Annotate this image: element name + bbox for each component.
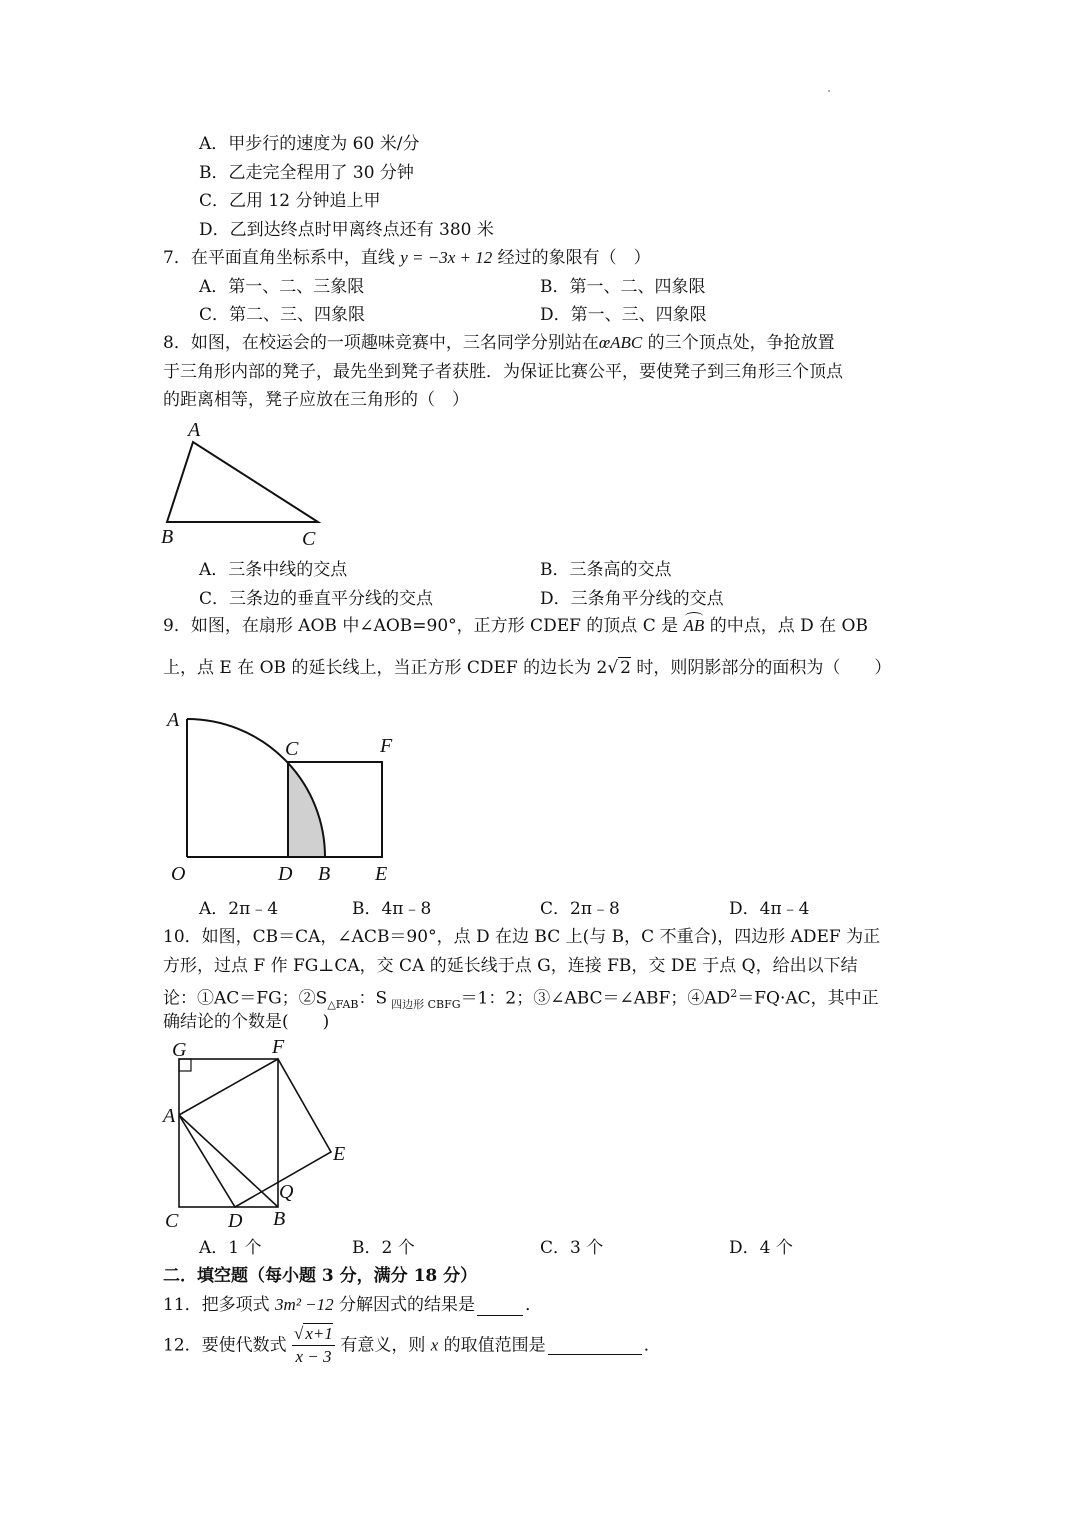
q10-stem-line2: 方形，过点 F 作 FG⊥CA，交 CA 的延长线于点 G，连接 FB，交 DE 于点 Q，给出以下结 [163, 956, 858, 976]
q12-pre: 12．要使代数式 [163, 1335, 293, 1356]
q10-sub-cbfg: 四边形 CBFG [391, 998, 461, 1012]
q8-stem-line3: 的距离相等，凳子应放在三角形的（ ） [163, 390, 469, 410]
q12-numerator [292, 1323, 335, 1346]
q8-option-c: C．三条边的垂直平分线的交点 [199, 589, 434, 609]
q8-line1-post: 的三个顶点处，争抢放置 [642, 333, 835, 353]
q8-label-c: C [302, 528, 316, 550]
radical-sign: √ [294, 1324, 304, 1343]
q12-post: 的取值范围是 [438, 1335, 546, 1356]
q10-option-a: A．1 个 [199, 1238, 262, 1258]
q12-end: ． [643, 1335, 661, 1356]
q9-line1-pre: 9．如图，在扇形 AOB 中∠AOB=90°，正方形 CDEF 的顶点 C 是 [163, 616, 684, 636]
q10-label-g: G [172, 1039, 187, 1061]
q11-stem [163, 1294, 542, 1316]
q7-option-c: C．第二、三、四象限 [199, 305, 366, 325]
section-2-title: 二．填空题（每小题 3 分，满分 18 分） [163, 1266, 478, 1286]
q8-option-b: B．三条高的交点 [540, 560, 672, 580]
q9-line2-pre: 上，点 E 在 OB 的延长线上，当正方形 CDEF 的边长为 2 [163, 658, 608, 678]
q10-line3-c: ＝1：2；③∠ABC＝∠ABF；④AD [460, 988, 731, 1009]
q8-label-a: A [188, 419, 201, 441]
q10-sup-2: 2 [730, 987, 738, 1000]
q10-line3-b: ：S [358, 988, 388, 1009]
q9-option-d: D．4π﹣4 [729, 899, 810, 919]
q7-stem-pre: 7．在平面直角坐标系中，直线 [163, 248, 401, 268]
q9-label-b: B [318, 863, 331, 885]
q8-triangle-symbol: œABC [598, 333, 643, 352]
q10-line3-a: 论：①AC＝FG；②S [163, 988, 328, 1009]
q7-option-a: A．第一、二、三象限 [199, 277, 365, 297]
q10-line3-d: ＝FQ·AC，其中正 [737, 988, 879, 1009]
q9-option-b: B．4π﹣8 [352, 899, 432, 919]
q12-answer-blank[interactable] [548, 1336, 642, 1355]
q8-label-b: B [161, 526, 174, 548]
q8-stem-line2: 于三角形内部的凳子，最先坐到凳子者获胜．为保证比赛公平，要使凳子到三角形三个顶点 [163, 362, 843, 382]
q6-option-b: B．乙走完全程用了 30 分钟 [199, 163, 414, 183]
q9-label-o: O [171, 863, 186, 885]
q11-post: 分解因式的结果是 [333, 1295, 476, 1315]
q8-option-a: A．三条中线的交点 [199, 560, 348, 580]
q10-label-c: C [165, 1210, 179, 1232]
q10-option-b: B．2 个 [352, 1238, 415, 1258]
q11-answer-blank[interactable] [477, 1297, 523, 1316]
q10-label-e: E [333, 1143, 346, 1165]
q9-label-e: E [375, 863, 388, 885]
q7-option-b: B．第一、二、四象限 [540, 277, 706, 297]
q11-expression: 3m² −12 [275, 1295, 334, 1314]
q10-label-a: A [163, 1105, 176, 1127]
q9-label-c: C [285, 738, 299, 760]
q12-stem [163, 1323, 661, 1368]
q6-option-d: D．乙到达终点时甲离终点还有 380 米 [199, 220, 494, 240]
q9-label-f: F [380, 735, 393, 757]
q8-line1-pre: 8．如图，在校运会的一项趣味竞赛中，三名同学分别站在 [163, 333, 599, 353]
q10-label-d: D [228, 1210, 243, 1232]
q12-mid: 有意义，则 [334, 1335, 431, 1356]
q10-option-c: C．3 个 [540, 1238, 604, 1258]
q9-label-a: A [167, 709, 180, 731]
q10-sub-fab: △FAB [327, 998, 359, 1012]
q9-line1-post: 的中点，点 D 在 OB [704, 616, 868, 636]
q12-variable: x [430, 1335, 439, 1355]
q10-label-b: B [273, 1208, 286, 1230]
q12-fraction [292, 1323, 335, 1368]
q10-option-d: D．4 个 [729, 1238, 793, 1258]
q10-rect-cbfg [179, 1059, 278, 1207]
q9-line2-post: 时，则阴影部分的面积为（ ） [631, 658, 892, 678]
q8-option-d: D．三条角平分线的交点 [540, 589, 724, 609]
q10-stem-line1: 10．如图，CB＝CA，∠ACB＝90°，点 D 在边 BC 上(与 B，C 不重合)，四边形 ADEF 为正 [163, 927, 881, 947]
q10-stem-line4: 确结论的个数是( ) [163, 1012, 330, 1032]
q10-label-f: F [272, 1036, 285, 1058]
q7-stem-post: 经过的象限有（ ） [492, 248, 651, 268]
q9-sqrt-arg: 2 [620, 658, 631, 678]
q6-option-c: C．乙用 12 分钟追上甲 [199, 191, 381, 211]
q7-option-d: D．第一、三、四象限 [540, 305, 707, 325]
q11-end: ． [525, 1295, 543, 1315]
q7-equation: y = −3x + 12 [400, 248, 493, 267]
q9-option-c: C．2π﹣8 [540, 899, 620, 919]
q9-arc-ab: AB [683, 616, 705, 635]
q12-denominator: x − 3 [295, 1347, 332, 1366]
q12-numerator-arg: x+1 [305, 1324, 333, 1343]
q9-option-a: A．2π﹣4 [199, 899, 279, 919]
radical-sign: √ [607, 658, 619, 678]
q6-option-a: A．甲步行的速度为 60 米/分 [199, 134, 420, 154]
q10-line-ab [179, 1115, 278, 1207]
q11-pre: 11．把多项式 [163, 1295, 276, 1315]
q10-label-q: Q [279, 1181, 294, 1203]
q9-label-d: D [278, 863, 293, 885]
